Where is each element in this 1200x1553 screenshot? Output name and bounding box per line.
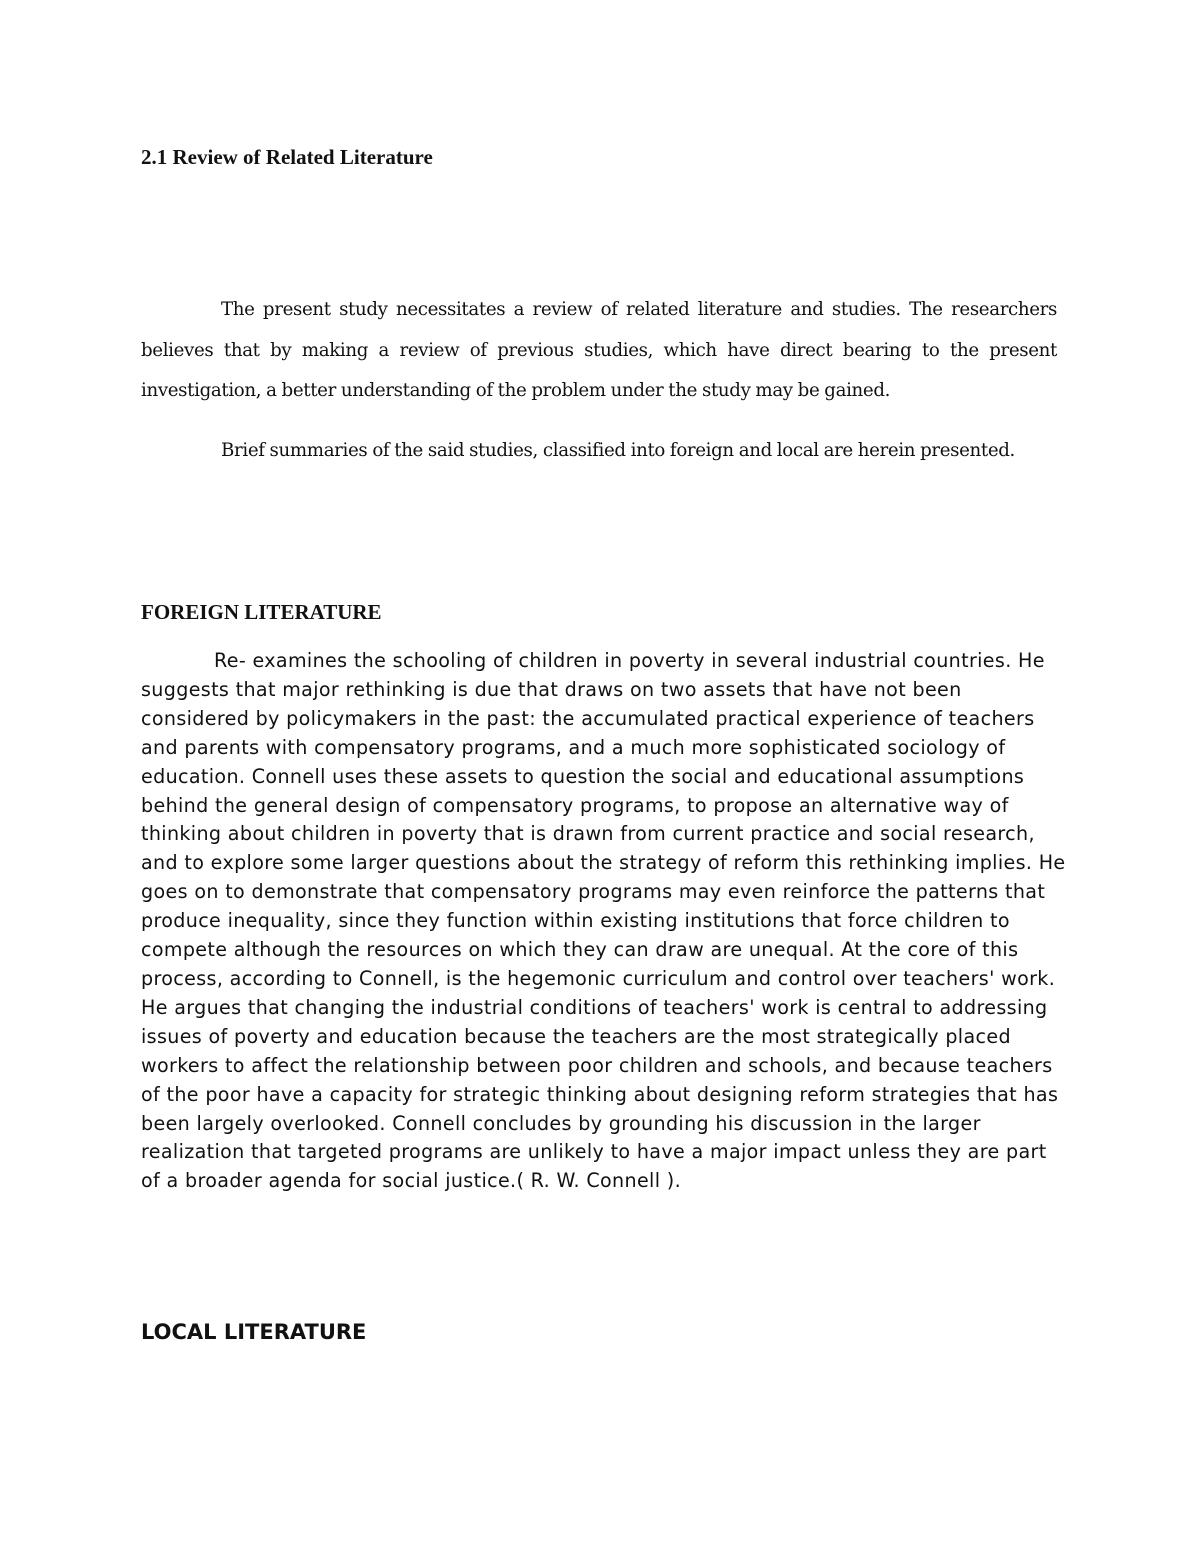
intro-paragraph-2: Brief summaries of the said studies, classified into foreign and local are herein presented. [221,440,1015,461]
intro-paragraph-1: The present study necessitates a review of related literature and studies. The researchers believes that by making a review of previous studies, which have direct bearing to the present investigation, a better understanding of the problem under the study may be gained. [141,299,1057,401]
section-title: 2.1 Review of Related Literature [141,145,433,169]
foreign-literature-body: Re- examines the schooling of children in poverty in several industrial countries. He suggests that major rethinking is due that draws on two assets that have not been considered by policymakers in the past: the accumulated practical experience of teachers and parents with compensatory programs, and a much more sophisticated sociology of education. Connell uses these assets to question the social and educational assumptions behind the general design of compensatory programs, to propose an alternative way of thinking about children in poverty that is drawn from current practice and social research, and to explore some larger questions about the strategy of reform this rethinking implies. He goes on to demonstrate that compensatory programs may even reinforce the patterns that produce inequality, since they function within existing institutions that force children to compete although the resources on which they can draw are unequal. At the core of this process, according to Connell, is the hegemonic curriculum and control over teachers' work. He argues that changing the industrial conditions of teachers' work is central to addressing issues of poverty and education because the teachers are the most strategically placed workers to affect the relationship between poor children and schools, and because teachers of the poor have a capacity for strategic thinking about designing reform strategies that has been largely overlooked. Connell concludes by grounding his discussion in the larger realization that targeted programs are unlikely to have a major impact unless they are part of a broader agenda for social justice.( R. W. Connell ). [141,649,1066,1193]
foreign-literature-heading: FOREIGN LITERATURE [141,600,382,624]
local-literature-heading: LOCAL LITERATURE [141,1320,367,1344]
